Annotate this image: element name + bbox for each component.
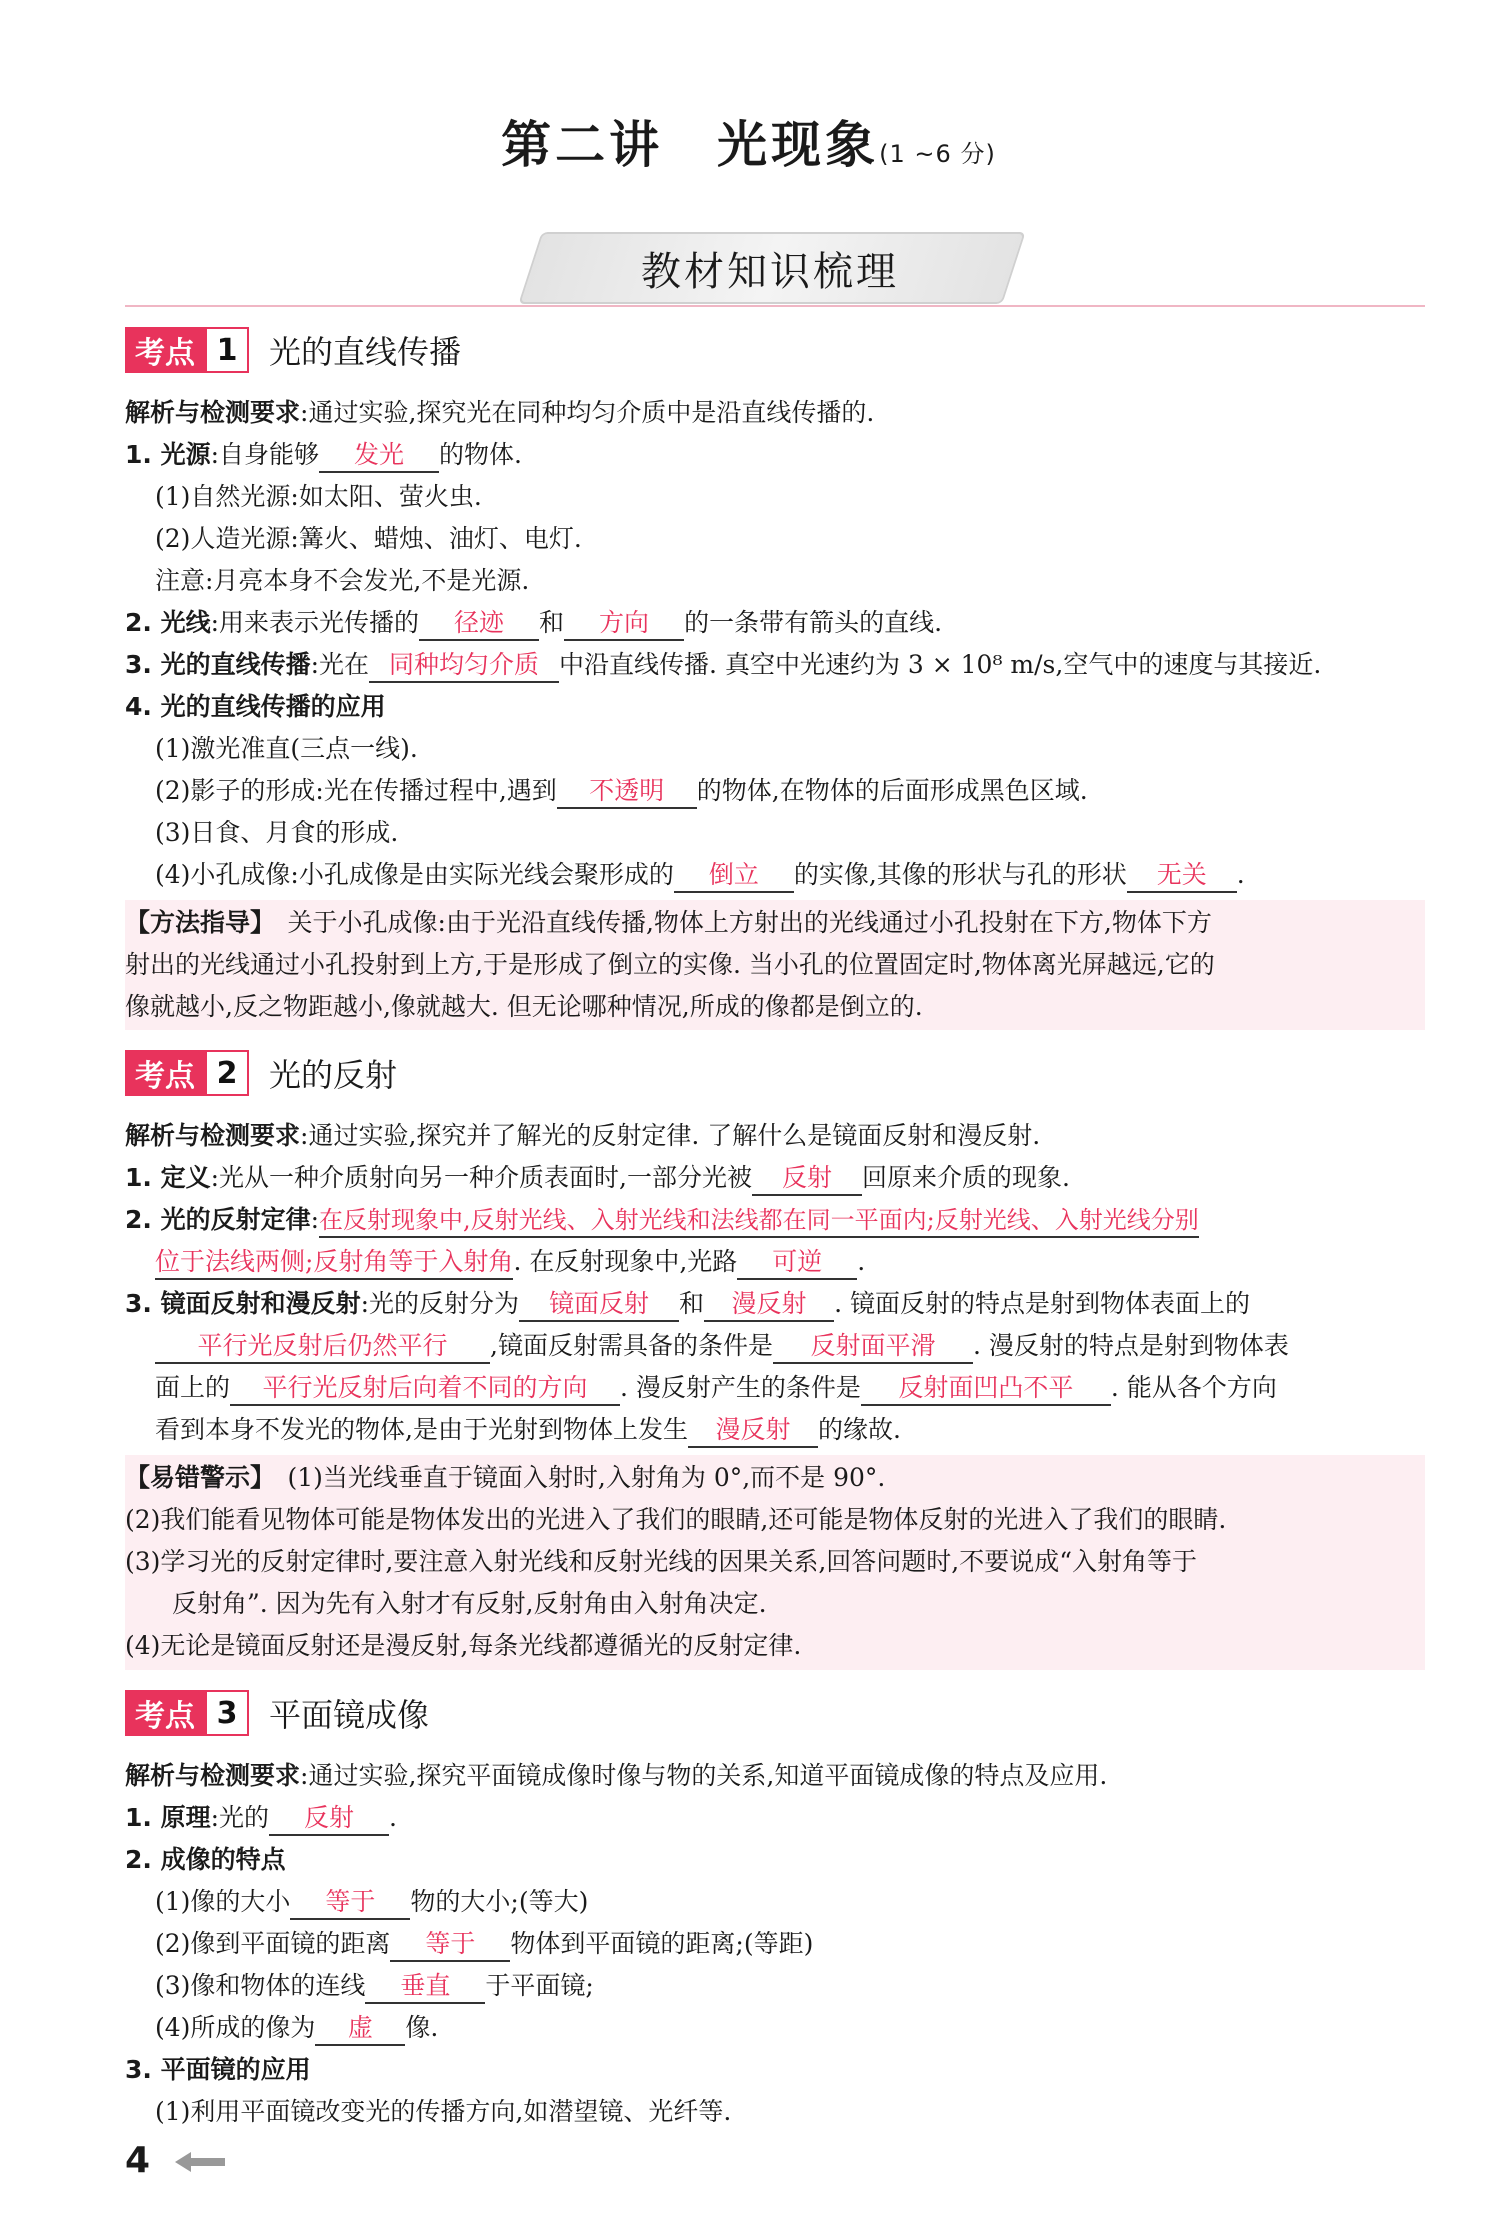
list-item [155, 2010, 438, 2046]
text: . 在反射现象中,光路 [513, 1247, 738, 1276]
text: (1)当光线垂直于镜面入射时,入射角为 0°,而不是 90°. [262, 1463, 886, 1492]
list-item [155, 1884, 588, 1920]
answer-blank: 位于法线两侧;反射角等于入射角 [155, 1246, 513, 1280]
item-applications: 3. 平面镜的应用 [125, 2055, 311, 2084]
text: 的物体. [439, 440, 522, 469]
text: : [310, 1205, 320, 1234]
section-tag: 考点 [125, 327, 205, 373]
answer-blank: 同种均匀介质 [369, 649, 559, 683]
answer-blank: 无关 [1127, 859, 1237, 893]
list-item: (1)自然光源:如太阳、萤火虫. [155, 482, 482, 511]
answer-blank: 在反射现象中,反射光线、入射光线和法线都在同一平面内;反射光线、入射光线分别 [319, 1204, 1199, 1238]
item-label: 3. 镜面反射和漫反射 [125, 1289, 361, 1318]
section-tag: 考点 [125, 1050, 205, 1096]
list-item: (3)日食、月食的形成. [155, 818, 399, 847]
text: 看到本身不发光的物体,是由于光射到物体上发生 [155, 1415, 688, 1444]
text: (3)像和物体的连线 [155, 1971, 366, 2000]
text: 物体到平面镜的距离;(等距) [510, 1929, 814, 1958]
req-label: 解析与检测要求 [125, 398, 301, 427]
method-line: 像就越小,反之物距越小,像就越大. 但无论哪种情况,所成的像都是倒立的. [125, 992, 923, 1021]
list-item [155, 773, 1088, 809]
text: (2)影子的形成:光在传播过程中,遇到 [155, 776, 557, 805]
text: (4)所成的像为 [155, 2013, 316, 2042]
answer-blank: 反射面平滑 [773, 1330, 973, 1364]
text: 物的大小;(等大) [410, 1887, 589, 1916]
answer-blank: 等于 [390, 1928, 510, 1962]
warning-label: 【易错警示】 [125, 1463, 263, 1492]
list-item: (1)激光准直(三点一线). [155, 734, 418, 763]
answer-blank: 不透明 [557, 775, 697, 809]
answer-blank: 虚 [315, 2012, 405, 2046]
answer-blank: 镜面反射 [519, 1288, 679, 1322]
warning-line: (3)学习光的反射定律时,要注意入射光线和反射光线的因果关系,回答问题时,不要说成“入射角等于 [125, 1547, 1198, 1576]
text: 和 [539, 608, 565, 637]
text: . [857, 1247, 866, 1276]
requirement-line [125, 395, 874, 431]
warning-line [125, 1460, 885, 1496]
item-label: 1. 光源 [125, 440, 211, 469]
text: (2)像到平面镜的距离 [155, 1929, 391, 1958]
list-item: (1)利用平面镜改变光的传播方向,如潜望镜、光纤等. [155, 2097, 732, 2126]
text: . 漫反射的特点是射到物体表 [972, 1331, 1289, 1360]
item-definition [125, 1160, 1070, 1196]
section-title: 光的反射 [269, 1056, 398, 1094]
item-applications: 4. 光的直线传播的应用 [125, 692, 386, 721]
text: ,镜面反射需具备的条件是 [490, 1331, 773, 1360]
text: 关于小孔成像:由于光沿直线传播,物体上方射出的光线通过小孔投射在下方,物体下方 [262, 908, 1212, 937]
text: . 镜面反射的特点是射到物体表面上的 [834, 1289, 1250, 1318]
text: (1)像的大小 [155, 1887, 291, 1916]
requirement-line [125, 1118, 1040, 1154]
item-label: 2. 光的反射定律 [125, 1205, 311, 1234]
text: :自身能够 [210, 440, 320, 469]
req-label: 解析与检测要求 [125, 1121, 301, 1150]
answer-blank: 漫反射 [688, 1414, 818, 1448]
item-principle [125, 1800, 397, 1836]
answer-blank: 方向 [564, 607, 684, 641]
text: :光的 [210, 1803, 270, 1832]
list-item [155, 1926, 813, 1962]
item-label: 3. 光的直线传播 [125, 650, 311, 679]
text: :用来表示光传播的 [210, 608, 420, 637]
answer-blank: 平行光反射后仍然平行 [155, 1330, 490, 1364]
answer-blank: 倒立 [674, 859, 794, 893]
section-header-3 [125, 1690, 429, 1736]
note: 注意:月亮本身不会发光,不是光源. [155, 566, 530, 595]
answer-blank: 漫反射 [704, 1288, 834, 1322]
title-range: (1 ~6 分) [879, 140, 996, 168]
item-specular-diffuse-cont [155, 1370, 1277, 1406]
answer-blank: 反射 [752, 1162, 862, 1196]
item-specular-diffuse-cont [155, 1328, 1289, 1364]
item-specular-diffuse [125, 1286, 1250, 1322]
text: :光从一种介质射向另一种介质表面时,一部分光被 [210, 1163, 752, 1192]
text: 于平面镜; [485, 1971, 594, 2000]
text: :光的反射分为 [360, 1289, 520, 1318]
method-label: 【方法指导】 [125, 908, 263, 937]
answer-blank: 径迹 [419, 607, 539, 641]
text: . [1236, 860, 1245, 889]
section-title: 平面镜成像 [269, 1696, 430, 1734]
title-text: 第二讲 光现象 [501, 116, 880, 174]
item-light-ray [125, 605, 942, 641]
divider [125, 305, 1425, 307]
text: 像. [405, 2013, 439, 2042]
text: . [389, 1803, 397, 1832]
answer-blank: 反射 [269, 1802, 389, 1836]
text: . 能从各个方向 [1110, 1373, 1277, 1402]
left-arrow-icon [175, 2150, 225, 2174]
section-number: 3 [205, 1690, 249, 1736]
text: 回原来介质的现象. [861, 1163, 1070, 1192]
item-label: 1. 原理 [125, 1803, 211, 1832]
item-reflection-law [125, 1202, 1199, 1238]
req-text: :通过实验,探究光在同种均匀介质中是沿直线传播的. [300, 398, 875, 427]
item-label: 1. 定义 [125, 1163, 211, 1192]
text: :光在 [310, 650, 370, 679]
text: 的一条带有箭头的直线. [684, 608, 943, 637]
answer-blank: 平行光反射后向着不同的方向 [230, 1372, 620, 1406]
warning-line: 反射角”. 因为先有入射才有反射,反射角由入射角决定. [172, 1589, 767, 1618]
section-number: 1 [205, 327, 249, 373]
answer-blank: 垂直 [365, 1970, 485, 2004]
section-number: 2 [205, 1050, 249, 1096]
answer-blank: 可逆 [737, 1246, 857, 1280]
text: 的实像,其像的形状与孔的形状 [793, 860, 1127, 889]
page-title [0, 105, 1497, 177]
warning-line: (2)我们能看见物体可能是物体发出的光进入了我们的眼睛,还可能是物体反射的光进入了我们的眼睛. [125, 1505, 1227, 1534]
section-title: 光的直线传播 [269, 333, 462, 371]
answer-blank: 发光 [319, 439, 439, 473]
section-header-2 [125, 1050, 397, 1096]
item-reflection-law-cont [155, 1244, 865, 1280]
item-label: 2. 光线 [125, 608, 211, 637]
text: 面上的 [155, 1373, 231, 1402]
req-label: 解析与检测要求 [125, 1761, 301, 1790]
item-light-source [125, 437, 522, 473]
text: . 漫反射产生的条件是 [620, 1373, 861, 1402]
text: 的物体,在物体的后面形成黑色区域. [696, 776, 1088, 805]
list-item [155, 857, 1245, 893]
requirement-line [125, 1758, 1107, 1794]
warning-line: (4)无论是镜面反射还是漫反射,每条光线都遵循光的反射定律. [125, 1631, 802, 1660]
req-text: :通过实验,探究并了解光的反射定律. 了解什么是镜面反射和漫反射. [300, 1121, 1041, 1150]
req-text: :通过实验,探究平面镜成像时像与物的关系,知道平面镜成像的特点及应用. [300, 1761, 1108, 1790]
text: 的缘故. [817, 1415, 901, 1444]
item-characteristics: 2. 成像的特点 [125, 1845, 286, 1874]
text: 中沿直线传播. 真空中光速约为 3 × 10⁸ m/s,空气中的速度与其接近. [559, 650, 1322, 679]
text: (4)小孔成像:小孔成像是由实际光线会聚形成的 [155, 860, 674, 889]
method-line [125, 905, 1212, 941]
text: 和 [679, 1289, 705, 1318]
page-number: 4 [125, 2140, 151, 2181]
section-header-1 [125, 327, 461, 373]
answer-blank: 等于 [290, 1886, 410, 1920]
list-item: (2)人造光源:篝火、蜡烛、油灯、电灯. [155, 524, 582, 553]
item-straight-propagation [125, 647, 1321, 683]
item-specular-diffuse-cont [155, 1412, 901, 1448]
method-line: 射出的光线通过小孔投射到上方,于是形成了倒立的实像. 当小孔的位置固定时,物体离光屏越远,它的 [125, 950, 1215, 979]
banner-title: 教材知识梳理 [641, 249, 899, 295]
answer-blank: 反射面凹凸不平 [861, 1372, 1111, 1406]
section-tag: 考点 [125, 1690, 205, 1736]
list-item [155, 1968, 594, 2004]
